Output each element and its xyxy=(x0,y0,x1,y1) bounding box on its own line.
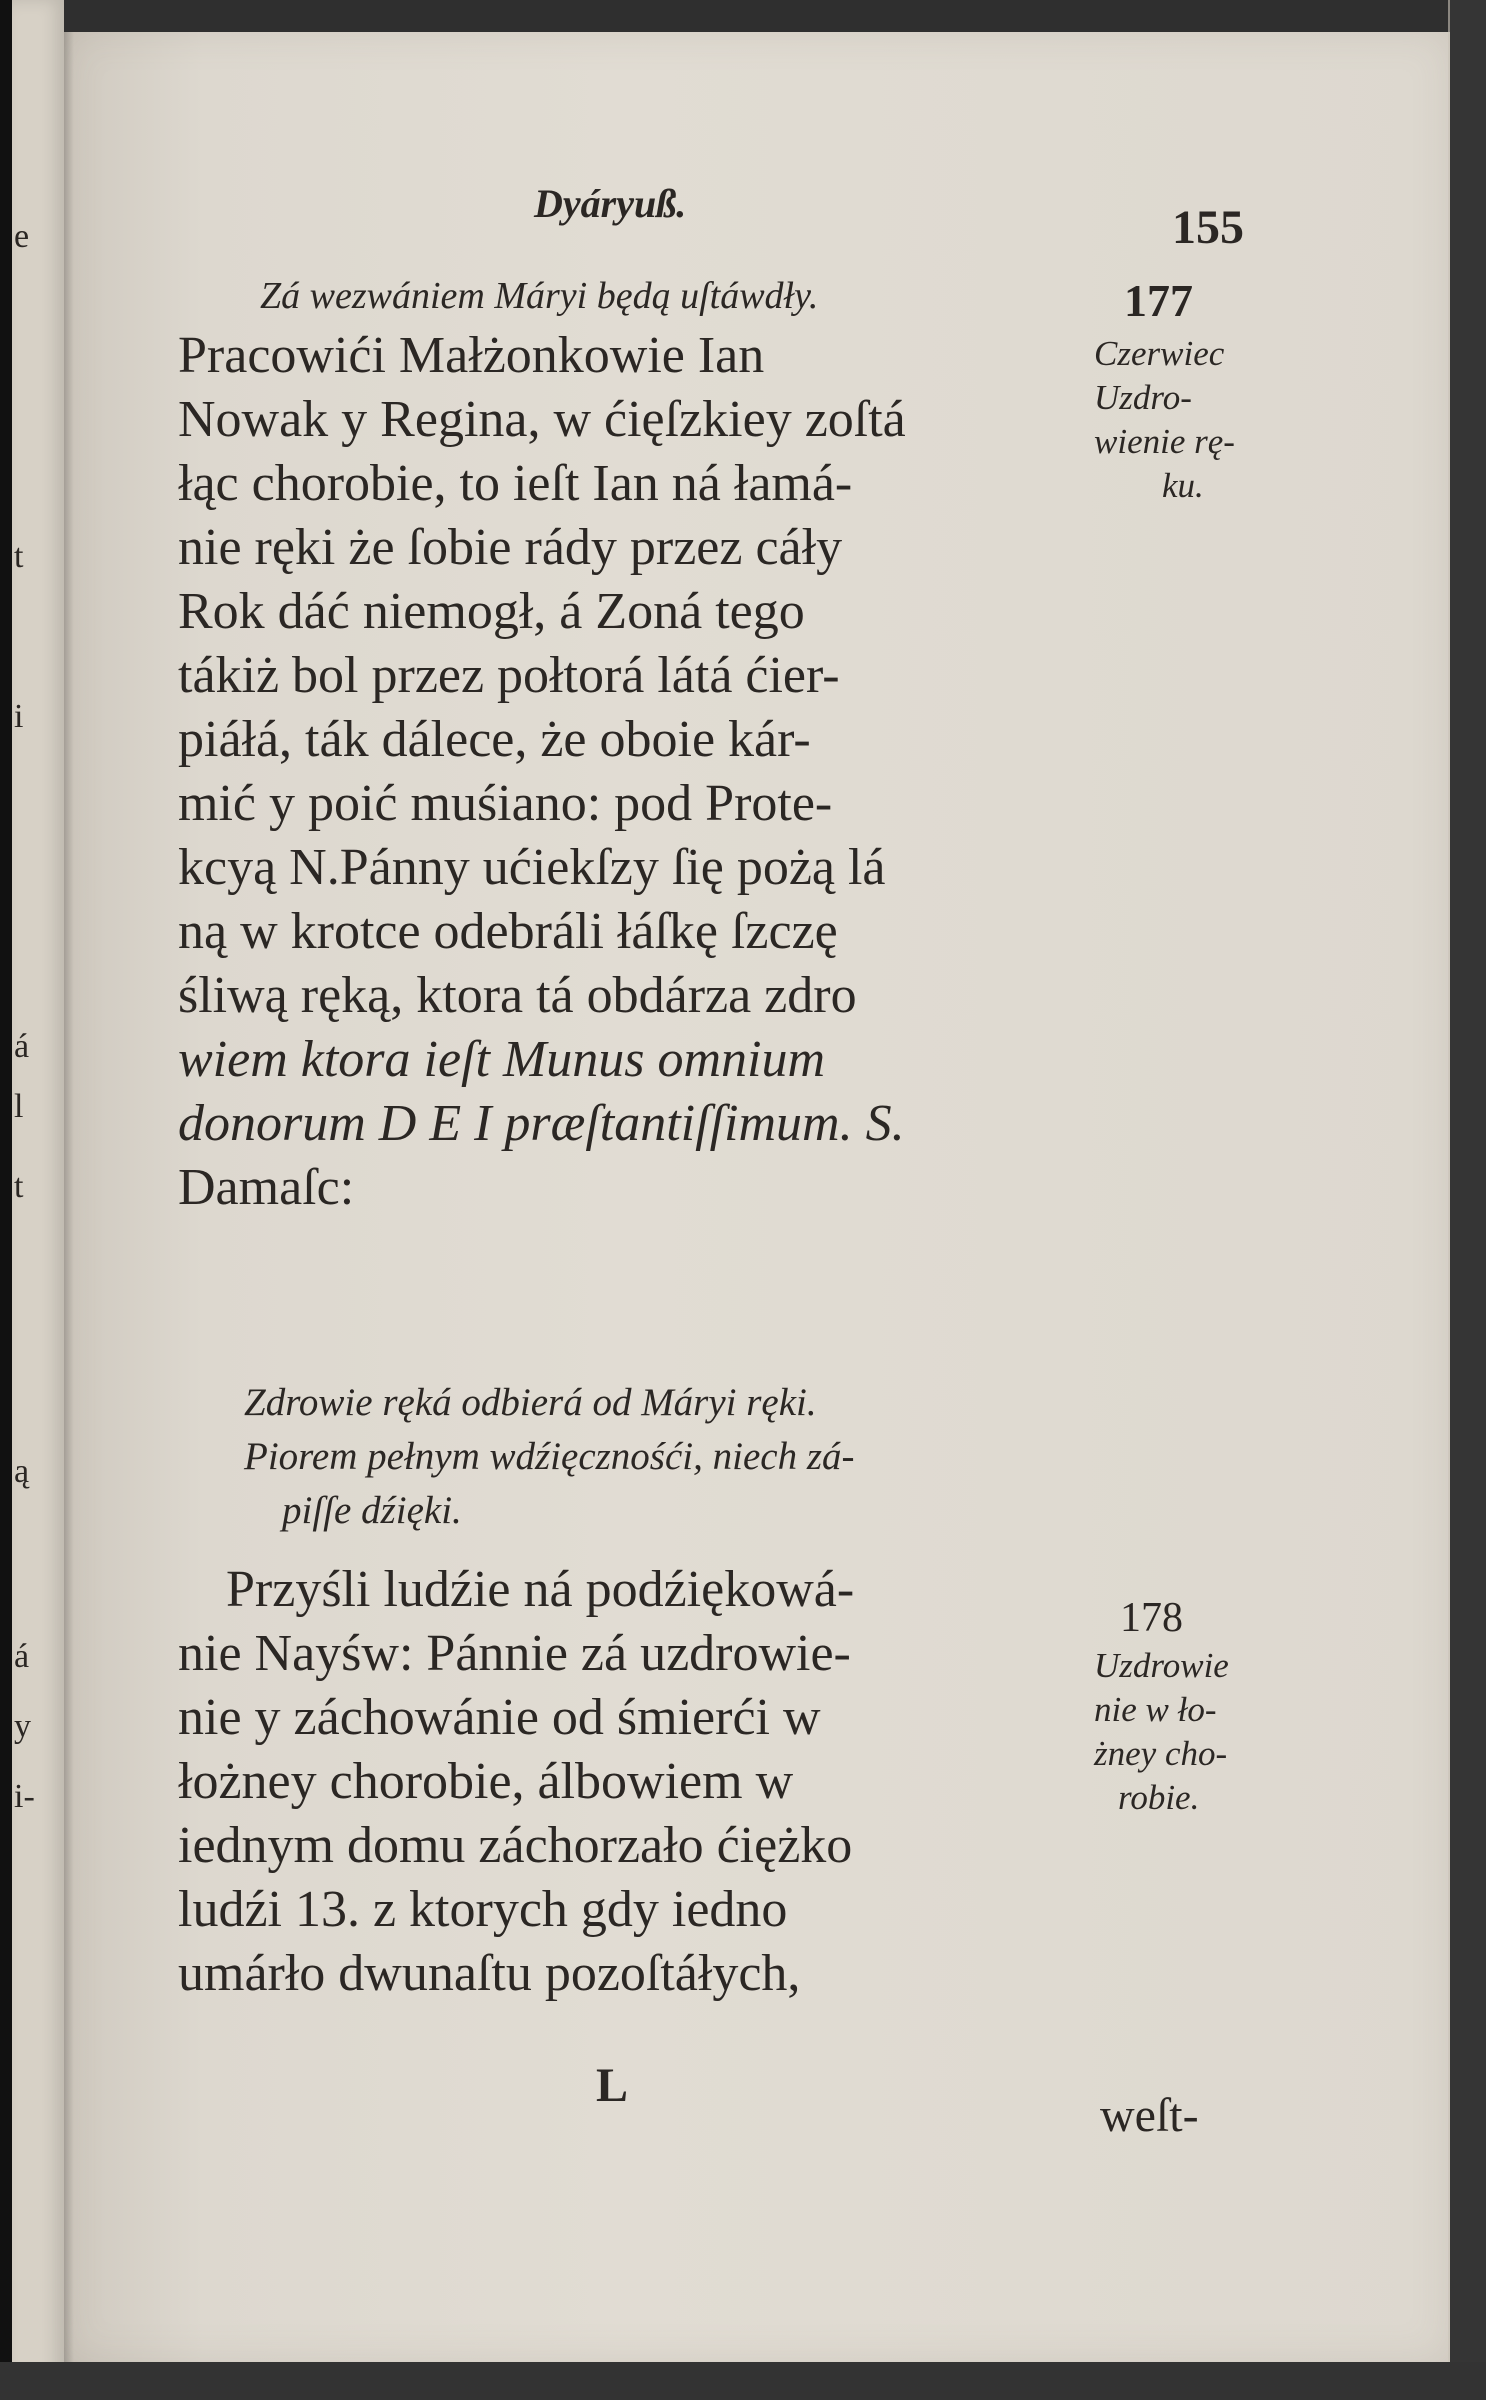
text-line: Damaſc: xyxy=(178,1159,355,1216)
previous-page-fragment: t xyxy=(14,538,24,575)
margin-note-line: Uzdro- xyxy=(1094,378,1192,417)
text-line: ną w krotce odebráli łáſkę ſzczę xyxy=(178,903,838,960)
margin-note-number: 178 xyxy=(1120,1595,1183,1641)
verse-line: Zdrowie ręká odbierá od Máryi ręki. xyxy=(244,1381,817,1424)
margin-note-line: Czerwiec xyxy=(1094,334,1225,373)
binding-shadow xyxy=(64,32,74,2362)
previous-page-fragment: ą xyxy=(14,1453,30,1490)
text-line: Nowak y Regina, w ćięſzkiey zoſtá xyxy=(178,391,906,448)
verse-block xyxy=(244,1376,1104,1538)
scan-border-left xyxy=(0,0,12,2400)
latin-quote-line: donorum D E I præſtantiſſimum. S. xyxy=(178,1095,905,1152)
margin-note-first xyxy=(1094,332,1344,508)
second-paragraph xyxy=(178,1558,1108,2006)
previous-page-fragment: l xyxy=(14,1088,24,1125)
text-line: kcyą N.Pánny ućiekſzy ſię pożą lá xyxy=(178,839,886,896)
scan-border-bottom xyxy=(0,2362,1486,2400)
previous-page-fragment: e xyxy=(14,218,30,255)
previous-page-fragment: á xyxy=(14,1638,30,1675)
previous-page-fragment: y xyxy=(14,1708,31,1745)
latin-quote-line: wiem ktora ieſt Munus omnium xyxy=(178,1031,826,1088)
margin-note-line: nie w ło- xyxy=(1094,1690,1217,1729)
previous-page-edge xyxy=(12,0,64,2400)
text-line: ludźi 13. z ktorych gdy iedno xyxy=(178,1881,788,1938)
verse-line: piſſe dźięki. xyxy=(282,1489,462,1532)
margin-note-second xyxy=(1094,1592,1344,1820)
previous-page-fragment: i xyxy=(14,698,24,735)
text-line: piáłá, ták dálece, że oboie kár- xyxy=(178,711,811,768)
verse-line: Piorem pełnym wdźięcznośći, niech zá- xyxy=(244,1435,855,1478)
page-number: 155 xyxy=(1172,201,1244,254)
text-line: nie Nayśw: Pánnie zá uzdrowie- xyxy=(178,1625,851,1682)
section-subtitle: Zá wezwániem Máryi będą uſtáwdły. xyxy=(260,275,819,317)
text-line: Pracowići Małżonkowie Ian xyxy=(178,327,765,384)
text-line: łąc chorobie, to ieſt Ian ná łamá- xyxy=(178,455,853,512)
margin-note-line: wienie rę- xyxy=(1094,422,1235,461)
signature-mark: L xyxy=(596,2059,629,2112)
entry-number: 177 xyxy=(1124,275,1193,326)
margin-note-line: robie. xyxy=(1118,1778,1200,1817)
text-line: mić y poić muśiano: pod Prote- xyxy=(178,775,833,832)
main-paragraph xyxy=(178,324,1098,1220)
margin-note-line: ku. xyxy=(1162,466,1204,505)
text-line: tákiż bol przez połtorá látá ćier- xyxy=(178,647,840,704)
text-line: nie y záchowánie od śmierći w xyxy=(178,1689,821,1746)
text-line: śliwą ręką, ktora tá obdárza zdro xyxy=(178,967,857,1024)
text-line: iednym domu záchorzało ćiężko xyxy=(178,1817,853,1874)
running-head: Dyáryuß. xyxy=(534,181,687,226)
previous-page-fragment: t xyxy=(14,1168,24,1205)
text-line: Rok dáć niemogł, á Zoná tego xyxy=(178,583,805,640)
book-page xyxy=(64,32,1450,2362)
text-line: Przyśli ludźie ná podźiękowá- xyxy=(226,1561,855,1618)
scan-border-right xyxy=(1450,0,1486,2400)
margin-note-line: żney cho- xyxy=(1094,1734,1228,1773)
margin-note-line: Uzdrowie xyxy=(1094,1646,1229,1685)
catchword: weſt- xyxy=(1100,2089,1199,2142)
previous-page-fragment: i- xyxy=(14,1778,35,1815)
text-line: nie ręki że ſobie rády przez cáły xyxy=(178,519,843,576)
text-line: umárło dwunaſtu pozoſtáłych, xyxy=(178,1945,801,2002)
text-line: łożney chorobie, álbowiem w xyxy=(178,1753,794,1810)
page-header xyxy=(64,32,1450,326)
previous-page-fragment: á xyxy=(14,1028,30,1065)
